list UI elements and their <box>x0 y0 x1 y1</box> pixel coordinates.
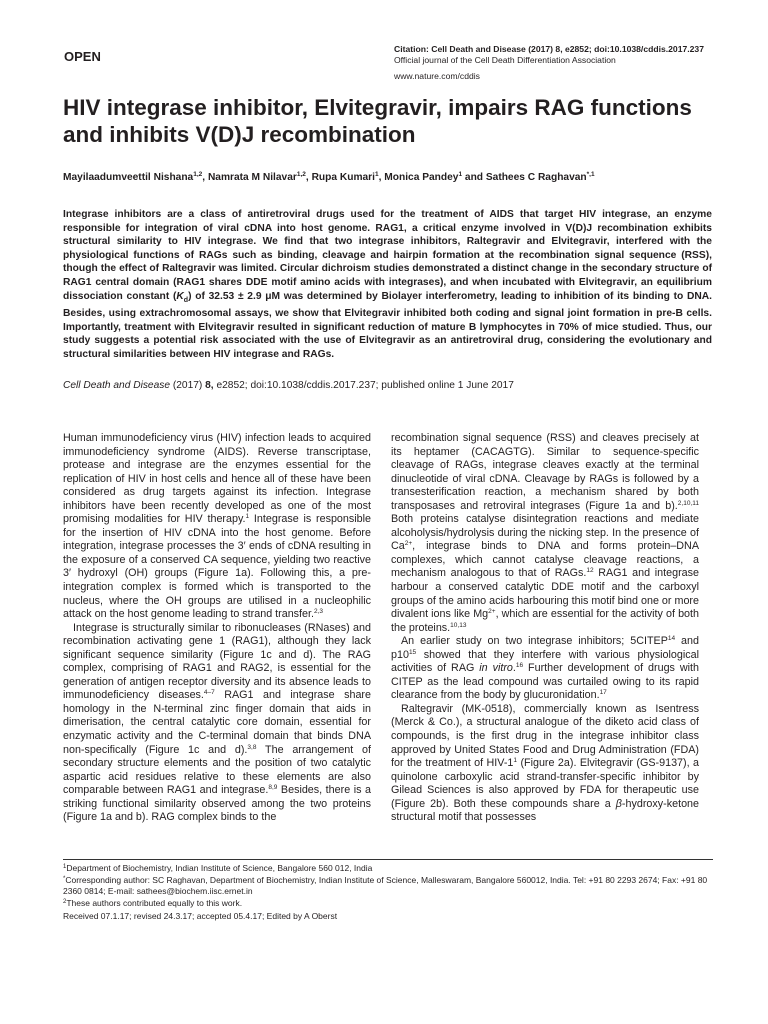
abstract-text: ) of 32.53 ± 2.9 μM was determined by Biolayer interferometry, leading to inhibition of its binding to DNA. Besides, using extrachromosomal assays, we show that Elvitegravir inhibited both coding and signal joint formation in pre-B cells. Importantly, treatment with Elvitegravir resulted in significant reduction of mature B lymphocytes in 70% of mice studied. Thus, our study suggests a potential risk associated with the use of Elvitegravir as an antiretroviral drug, considering the evolutionary and structural similarities between HIV integrase and RAGs. <box>63 290 713 360</box>
citation-ref: 14 <box>667 635 676 643</box>
text-run: Human immunodeficiency virus (HIV) infection leads to acquired immunodeficiency syndrome (AIDS). Reverse transcriptase, protease and integrase are the enzymes essential for the replication of HIV in host cells and hence all of these have been considered as drug targets against its infection. Integrase inhibitors have been recently developed as one of the most promising modalities for HIV therapy. <box>63 432 371 526</box>
author: Namrata M Nilavar <box>207 172 297 183</box>
footnote-corresponding <box>63 875 713 887</box>
citation-ref: 2,3 <box>314 608 324 616</box>
author: Sathees C Raghavan <box>485 172 587 183</box>
author: Rupa Kumari <box>311 172 375 183</box>
citation-ref: 10,13 <box>450 621 467 629</box>
footnote-affiliation-2 <box>63 898 713 910</box>
text-run: , which are essential for the activity of both the proteins. <box>391 608 699 634</box>
footnote-text: Department of Biochemistry, Indian Institute of Science, Bangalore 560 012, India <box>66 863 373 873</box>
footnotes <box>63 863 713 923</box>
text-run: , integrase binds to DNA and forms protein–DNA complexes, which cannot catalyse cleavage reactions, a mechanism analogous to that of RAGs. <box>391 540 699 580</box>
author: Mayilaadumveettil Nishana <box>63 172 194 183</box>
author-list <box>63 171 723 183</box>
text-run: The arrangement of secondary structure elements and the position of two catalytic aspartic acid residues relative to these elements are also comparable between RAG1 and integrase. <box>63 743 371 797</box>
text-run: (Figure 2a). Elvitegravir (GS-9137), a quinolone carboxylic acid strand-transfer-specific inhibitor by Gilead Sciences is also approved by FDA for therapeutic use (Figure 2b). Both these compounds share a <box>391 757 699 810</box>
text-run: Both proteins catalyse disintegration reactions and mediate alcoholysis/hydrolysis during the nicking step. In the presence of Ca <box>391 513 699 553</box>
body-paragraph <box>391 703 699 825</box>
citation-ref: 1 <box>245 513 250 521</box>
reference-details: e2852; doi:10.1038/cddis.2017.237; published online 1 June 2017 <box>213 380 514 391</box>
kd-symbol: K <box>176 290 184 302</box>
citation-ref: 12 <box>586 567 594 575</box>
article-title: HIV integrase inhibitor, Elvitegravir, impairs RAG functions and inhibits V(D)J recombination <box>63 95 692 147</box>
author-separator: and <box>462 172 486 183</box>
author-affiliation: *,1 <box>586 171 595 178</box>
text-run: RAG1 and integrase share homology in the N-terminal zinc finger domain that aids in dimerisation, the central catalytic core domain, essential for enzymatic activity and the C-terminal domain that binds DNA non-specifically (Figure 1c and d). <box>63 689 371 756</box>
text-run: Integrase is structurally similar to ribonucleases (RNases) and recombination activating gene 1 (RAG1), although they lack significant sequence similarity (Figure 1c and d). The RAG complex, comprising of RAG1 and RAG2, is essential for the generation of antigen receptor diversity and its absence leads to immunodeficiency diseases. <box>63 621 371 702</box>
footnote-divider <box>63 859 713 860</box>
received-dates: Received 07.1.17; revised 24.3.17; accepted 05.4.17; Edited by A Oberst <box>63 911 338 922</box>
text-run: Further development of drugs with CITEP as the lead compound was curtailed owing to its rapid clearance from the body by glucuronidation. <box>391 662 699 702</box>
author-affiliation: 1 <box>374 171 379 178</box>
citation-ref: 17 <box>599 689 607 697</box>
citation-ref: 2+ <box>404 540 413 548</box>
footnote-corresponding-cont: 2360 0814; E-mail: sathees@biochem.iisc.ernet.in <box>63 886 253 897</box>
citation-block <box>394 44 704 82</box>
text-run: and p10 <box>391 635 699 661</box>
citation-ref: 2,10,11 <box>677 499 699 507</box>
footnote-affiliation-1 <box>63 863 713 875</box>
author-affiliation: 1,2 <box>296 171 306 178</box>
citation-ref: 1 <box>513 757 518 765</box>
reference-year: (2017) <box>170 380 206 391</box>
author-affiliation: 1,2 <box>193 171 203 178</box>
body-paragraph <box>63 432 371 622</box>
citation-ref: 15 <box>408 648 417 656</box>
reference-journal: Cell Death and Disease <box>63 380 171 391</box>
author-separator: , <box>378 172 385 183</box>
journal-affiliation: Official journal of the Cell Death Differentiation Association <box>394 55 616 66</box>
text-run: An earlier study on two integrase inhibitors; 5CITEP <box>401 635 668 648</box>
text-run: -hydroxy-ketone structural motif that possesses <box>391 797 699 824</box>
citation-ref: 3,8 <box>247 743 257 751</box>
kd-subscript: d <box>183 296 189 304</box>
footnote-marker: 2 <box>63 898 67 905</box>
text-run: Besides, there is a striking functional similarity observed among the two proteins (Figure 1a and b). RAG complex binds to the <box>63 784 371 824</box>
citation-ref: 16 <box>515 662 524 670</box>
reference-volume: 8, <box>205 380 214 391</box>
open-access-label: OPEN <box>64 49 101 64</box>
text-run: . <box>512 662 516 675</box>
body-paragraph <box>391 635 699 703</box>
abstract <box>63 208 712 362</box>
text-run: Raltegravir (MK-0518), commercially known as Isentress (Merck & Co.), a structural analogue of the diketo acid class of compounds, is the first drug in the integrase inhibitor class approved by United States Food and Drug Administration (FDA) for the treatment of HIV-1 <box>391 702 699 770</box>
abstract-text: Integrase inhibitors are a class of antiretroviral drugs used for the treatment of AIDS that target HIV integrase, an enzyme responsible for integration of viral cDNA into host genome. RAG1, a critical enzyme involved in V(D)J recombination exhibits structural similarity to HIV integrase. We find that two integrase inhibitors, Raltegravir and Elvitegravir, interfered with the physiological functions of RAGs such as binding, cleavage and hairpin formation at the recombination signal sequence (RSS), though the effect of Raltegravir was limited. Circular dichroism studies demonstrated a distinct change in the secondary structure of RAG1 central domain (RAG1 shares DDE motif amino acids with integrases), and when incubated with Elvitegravir, an equilibrium dissociation constant ( <box>63 209 712 302</box>
citation-ref: 4–7 <box>203 689 215 697</box>
author-separator: , <box>202 172 208 183</box>
citation-ref: 8,9 <box>268 784 278 792</box>
citation-ref: 2+ <box>488 608 496 616</box>
body-column-right <box>391 432 699 825</box>
author-separator: , <box>305 172 312 183</box>
author-affiliation: 1 <box>458 171 463 178</box>
body-column-left <box>63 432 371 825</box>
footnote-marker: * <box>63 875 66 882</box>
journal-url[interactable]: www.nature.com/cddis <box>394 70 480 81</box>
body-paragraph <box>63 622 371 825</box>
italic-text: β <box>615 797 622 810</box>
footnote-marker: 1 <box>63 864 67 870</box>
citation-line: Citation: Cell Death and Disease (2017) 8, e2852; doi:10.1038/cddis.2017.237 <box>394 44 704 54</box>
author: Monica Pandey <box>384 172 459 183</box>
italic-text: in vitro <box>479 662 513 675</box>
text-run: showed that they interfere with various physiological activities of RAG <box>391 648 699 675</box>
article-reference <box>63 380 514 391</box>
body-paragraph <box>391 432 699 635</box>
text-run: Integrase is responsible for the insertion of HIV cDNA into the host genome. Before integration, integrase processes the 3′ ends of cDNA resulting in the exposure of a conserved CA sequence, yielding two reactive 3′ hydroxyl (OH) groups (Figure 1a). Following this, a pre-integration complex is formed which is transported to the nucleus, where the OH groups are utilised in a nucleophilic attack on the host genome leading to strand transfer. <box>63 513 371 621</box>
text-run: RAG1 and integrase harbour a conserved catalytic DDE motif and the carboxyl groups of the amino acids harbouring this motif bind one or more divalent ions like Mg <box>391 567 699 621</box>
footnote-text: These authors contributed equally to this work. <box>66 897 243 908</box>
text-run: recombination signal sequence (RSS) and cleaves precisely at its heptamer (CACAGTG). Similar to sequence-specific cleavage of RAGs, integrase cleaves exactly at the terminal dinucleotide of viral cDNA. Cleavage by RAGs is followed by a transesterification reaction, a mechanism shared by both transposases and retroviral integrases (Figure 1a and b). <box>391 432 699 512</box>
footnote-text: Corresponding author: SC Raghavan, Department of Biochemistry, Indian Institute of Science, Malleswaram, Bangalore 560012, India. Tel: +91 80 2293 2674; Fax: +91 80 <box>65 874 708 885</box>
